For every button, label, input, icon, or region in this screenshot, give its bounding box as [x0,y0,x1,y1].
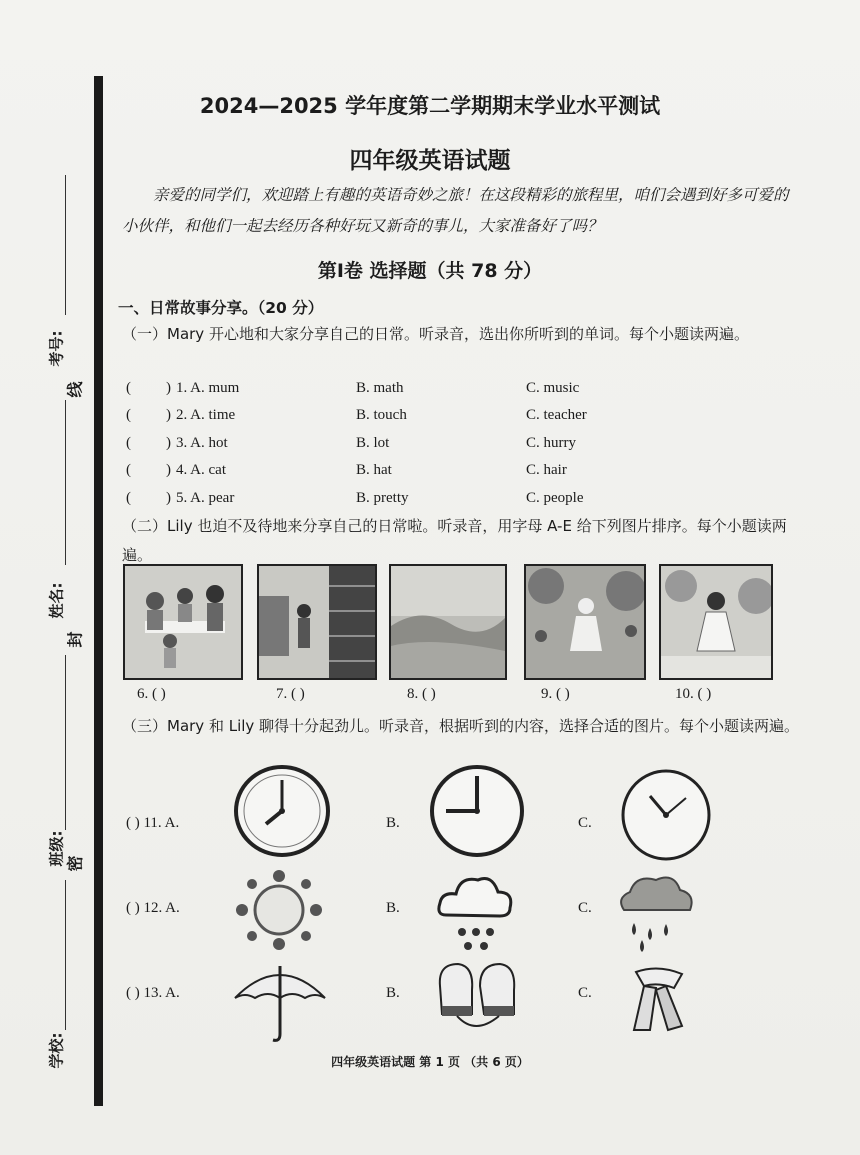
seal-char-feng: 封 [65,631,85,648]
option-a: 5. A. pear [176,490,235,506]
picture-girl-snow [659,564,773,680]
option-b-label: B. [386,900,400,916]
sub1-instruction: （一）Mary 开心地和大家分享自己的日常。听录音，选出你所听到的单词。每个小题读两遍。 [122,325,749,343]
clock-nine-icon [428,764,526,859]
name-label: 姓名: [47,582,66,619]
answer-paren-close: ) [166,380,171,396]
question-row [122,380,822,406]
option-b: B. lot [356,435,390,451]
exam-subtitle: 四年级英语试题 [349,148,511,174]
seal-char-xian: 线 [65,381,85,398]
answer-paren-close: ) [166,490,171,506]
answer-paren-open: ( [126,462,131,478]
picture-girl-orchard [524,564,646,680]
binding-line [65,880,66,1030]
option-b-label: B. [386,985,400,1001]
option-a: 2. A. time [176,407,236,423]
answer-paren-close: ) [166,407,171,423]
school-label: 学校: [47,1032,66,1069]
option-c: C. people [526,490,584,506]
picture-answer-9: 9. ( ) [541,686,570,702]
umbrella-icon [230,962,330,1044]
answer-paren-open: ( [126,490,131,506]
option-b: B. math [356,380,404,396]
answer-paren-open: ( [126,435,131,451]
rain-cloud-icon [616,868,696,958]
option-a: 1. A. mum [176,380,240,396]
picture-answer-7: 7. ( ) [276,686,305,702]
option-b: B. hat [356,462,392,478]
binding-bar [94,76,103,1106]
snow-cloud-icon [434,870,516,952]
option-c-label: C. [578,815,592,831]
sub3-instruction: （三）Mary 和 Lily 聊得十分起劲儿。听录音，根据听到的内容，选择合适的图片。每个小题读两遍。 [122,717,800,735]
scarf-icon [626,966,692,1034]
question-row [122,462,822,488]
picture-answer-10: 10. ( ) [675,686,712,702]
clock-eight-icon [232,764,332,859]
page-footer: 四年级英语试题 第 1 页 （共 6 页） [331,1055,529,1069]
class-label: 班级: [47,830,66,867]
answer-paren-close: ) [166,435,171,451]
clock-two-icon [620,768,712,862]
binding-line [65,175,66,315]
binding-line [65,655,66,830]
exam-number-label: 考号: [47,330,66,367]
option-c-label: C. [578,900,592,916]
exam-title: 2024—2025 学年度第二学期期末学业水平测试 [199,94,661,118]
option-b: B. pretty [356,490,409,506]
section-heading: 一、日常故事分享。（20 分） [118,299,324,317]
option-c: C. teacher [526,407,587,423]
intro-paragraph: 亲爱的同学们，欢迎踏上有趣的英语奇妙之旅！在这段精彩的旅程里，咱们会遇到好多可爱的小伙伴，和他们一起去经历各种好玩又新奇的事儿，大家准备好了吗？ [122,186,789,235]
binding-line [65,400,66,565]
answer-paren-open: ( [126,407,131,423]
option-c: C. hair [526,462,567,478]
sun-icon [232,870,327,950]
picture-library [257,564,377,680]
option-b-label: B. [386,815,400,831]
option-c-label: C. [578,985,592,1001]
answer-paren-close: ) [166,462,171,478]
question-row [122,435,822,461]
mittens-icon [430,956,522,1038]
option-c: C. hurry [526,435,576,451]
seal-char-mi: 密 [65,855,85,872]
question-row [122,407,822,433]
picture-landscape [389,564,507,680]
option-a: 4. A. cat [176,462,226,478]
question-label: ( ) 11. A. [126,815,180,831]
answer-paren-open: ( [126,380,131,396]
question-label: ( ) 12. A. [126,900,180,916]
option-c: C. music [526,380,580,396]
option-a: 3. A. hot [176,435,228,451]
part-title: 第Ⅰ卷 选择题（共 78 分） [317,260,543,282]
question-label: ( ) 13. A. [126,985,180,1001]
option-b: B. touch [356,407,407,423]
picture-answer-8: 8. ( ) [407,686,436,702]
picture-answer-6: 6. ( ) [137,686,166,702]
sub2-instruction: （二）Lily 也迫不及待地来分享自己的日常啦。听录音，用字母 A-E 给下列图片排序。每个小题读两遍。 [122,517,787,564]
picture-family-dinner [123,564,243,680]
